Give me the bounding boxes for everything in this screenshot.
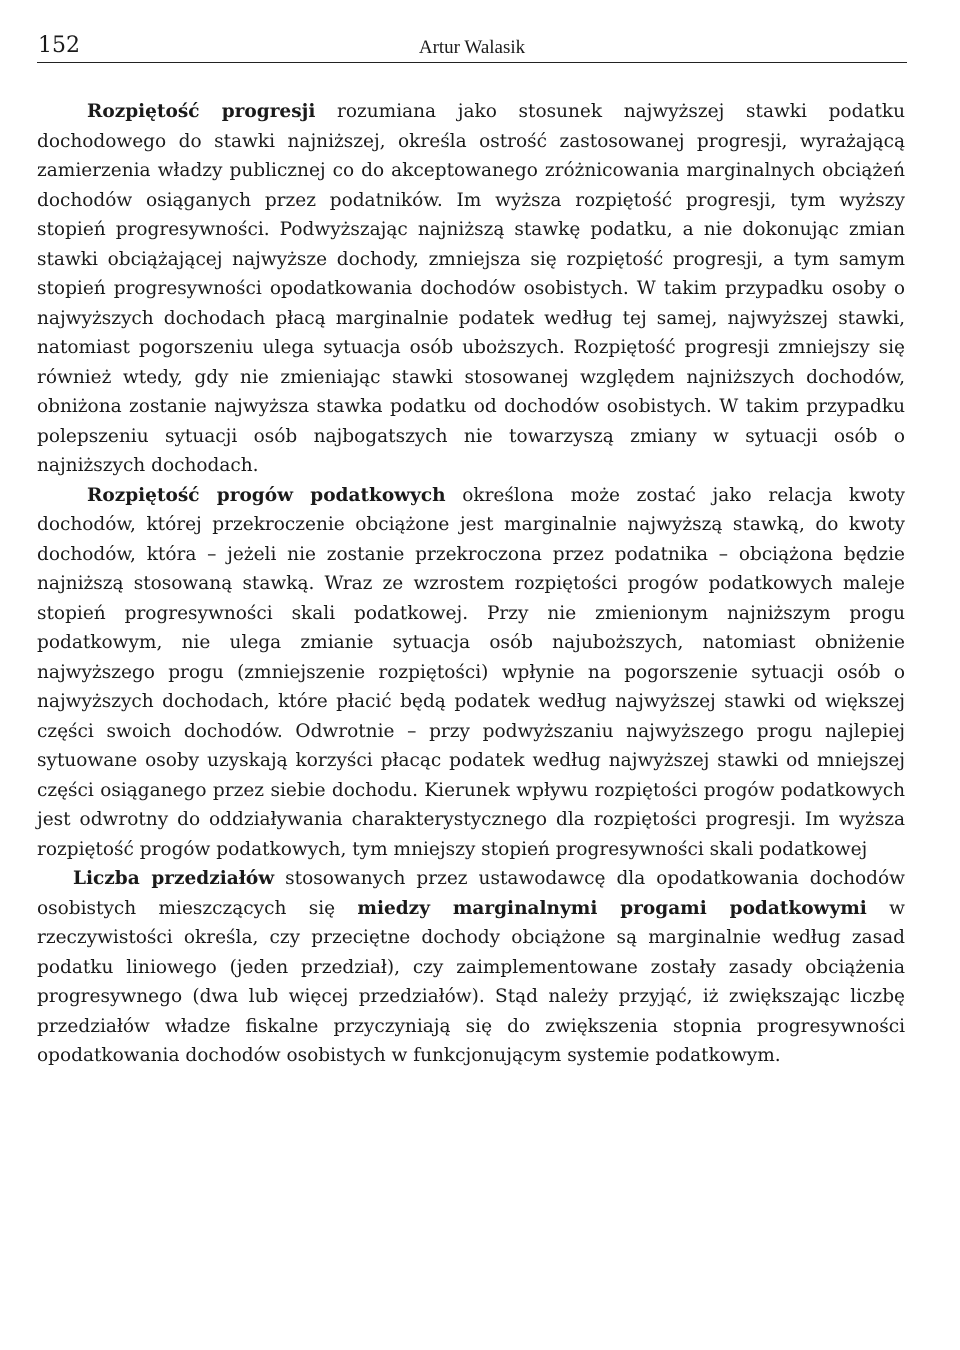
page-number: 152 bbox=[38, 33, 80, 58]
paragraph-rozpietosc-progow bbox=[37, 481, 905, 865]
term-miedzy-progami: miedzy marginalnymi progami podatkowymi bbox=[357, 897, 867, 919]
body-text bbox=[37, 97, 905, 1071]
term-liczba-przedzialow: Liczba przedziałów bbox=[73, 868, 275, 889]
running-head-author: Artur Walasik bbox=[418, 37, 526, 58]
paragraph-text: w rzeczywistości określa, czy przeciętne dochody obciążone są marginalnie według zasad podatku liniowego (jeden przedział), czy zaimplementowane zostały zasady obciążenia progresywnego (dwa lub więcej przedziałów). Stąd należy przyjąć, iż zwiększając liczbę przedziałów władze fiskalne przyczyniają się do zwiększenia stopnia progresywności opodatkowania dochodów osobistych w funkcjonującym systemie podatkowym. bbox=[37, 897, 905, 1066]
paragraph-text: rozumiana jako stosunek najwyższej stawki podatku dochodowego do stawki najniższej, określa ostrość zastosowanej progresji, wyrażającą zamierzenia władzy publicznej co do akceptowanego zróżnicowania marginalnych obciążeń dochodów osiąganych przez podatników. Im wyższa rozpiętość progresji, tym wyższy stopień progresywności. Podwyższając najniższą stawkę podatku, a nie dokonując zmian stawki obciążającej najwyższe dochody, zmniejsza się rozpiętość progresji, a tym samym stopień progresywności opodatkowania dochodów osobistych. W takim przypadku osoby o najwyższych dochodach płacą marginalnie podatek według tej samej, najwyższej stawki, natomiast pogorszeniu ulega sytuacja osób uboższych. Rozpiętość progresji zmniejszy się również wtedy, gdy nie zmieniając stawki stosowanej względem najniższych dochodów, obniżona zostanie najwyższa stawka podatku od dochodów osobistych. W takim przypadku polepszeniu sytuacji osób najbogatszych nie towarzyszą zmiany w sytuacji osób o najniższych dochodach. bbox=[37, 101, 905, 476]
paragraph-text: określona może zostać jako relacja kwoty dochodów, której przekroczenie obciążone jest marginalnie najwyższą stawką, do kwoty dochodów, która – jeżeli nie zostanie przekroczona przez podatnika – obciążona będzie najniższą stosowaną stawką. Wraz ze wzrostem rozpiętości progów podatkowych maleje stopień progresywności skali podatkowej. Przy nie zmienionym najniższym progu podatkowym, nie ulega zmianie sytuacja osób najuboższych, natomiast obniżenie najwyższego progu (zmniejszenie rozpiętości) wpłynie na pogorszenie sytuacji osób o najwyższych dochodach, które płacić będą podatek według najwyższej stawki od większej części swoich dochodów. Odwrotnie – przy podwyższaniu najwyższego progu najlepiej sytuowane osoby uzyskają korzyści płacąc podatek według najwyższej stawki od mniejszej części osiąganego przez siebie dochodu. Kierunek wpływu rozpiętości progów podatkowych jest odwrotny do oddziaływania charakterystycznego dla rozpiętości progresji. Im wyższa rozpiętość progów podatkowych, tym mniejszy stopień progresywności skali podatkowej bbox=[37, 484, 905, 860]
page-header bbox=[37, 32, 907, 63]
paragraph-text: stosowanych przez ustawodawcę dla opodatkowania dochodów osobistych mieszczących się bbox=[37, 868, 905, 919]
term-rozpietosc-progresji: Rozpiętość progresji bbox=[87, 101, 316, 122]
paragraph-rozpietosc-progresji bbox=[37, 97, 905, 481]
paragraph-liczba-przedzialow bbox=[37, 864, 905, 1071]
term-rozpietosc-progow: Rozpiętość progów podatkowych bbox=[87, 484, 446, 506]
